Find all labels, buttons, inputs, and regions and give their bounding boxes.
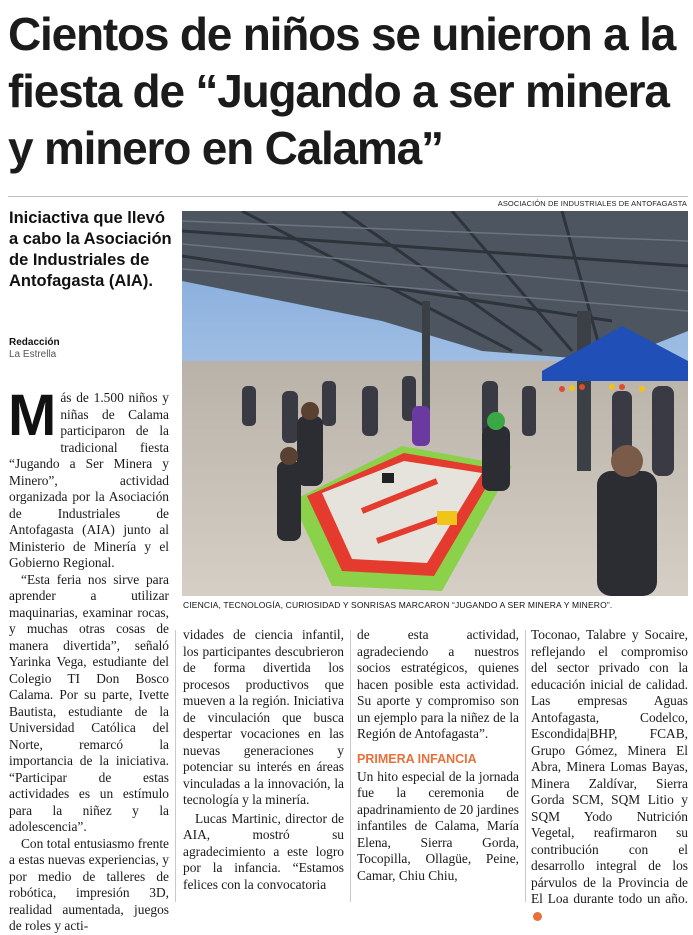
paragraph: Con total entusiasmo frente a estas nuevas experiencias, y por medio de talleres de robótica, impresión 3D, realidad aumentada, juegos de roles y acti- — [9, 835, 169, 933]
paragraph: “Esta feria nos sirve para aprender a utilizar maquinarias, examinar rocas, y muchas otras cosas de manera divertida”, señaló Yarinka Vega, estudiante del Colegio TI Don Bosco Calama. Por su parte, Ivette Bautista, estudiante de la Universidad Católica del Norte, remarcó la importancia de la iniciativa. “Participar de estas actividades es un estímulo para la niñez y la adolescencia”. — [9, 571, 169, 834]
paragraph-text: ás de 1.500 niños y niñas de Calama participaron de la tradicional fiesta “Jugando a Ser Minera y Minero”, actividad organizada por la Asociación de Industriales de Antofagasta (AIA) junto al Ministerio de Minería y el Gobierno Regional. — [9, 390, 169, 570]
paragraph — [8, 383, 169, 572]
end-mark-icon — [533, 912, 542, 921]
subheading: PRIMERA INFANCIA — [357, 751, 477, 766]
paragraph: de esta actividad, agradeciendo a nuestros socios estratégicos, quienes hacen posible esta actividad. Su aporte y compromiso son un ejemplo para la niñez de la Región de Antofagasta”. — [357, 627, 519, 741]
header-divider — [8, 196, 688, 197]
photo-caption: CIENCIA, TECNOLOGÍA, CURIOSIDAD Y SONRISAS MARCARON “JUGANDO A SER MINERA Y MINERO”. — [183, 600, 613, 610]
body-column-4 — [531, 627, 688, 924]
paragraph: Un hito especial de la jornada fue la ceremonia de apadrinamiento de 20 jardines infantiles de Calama, María Elena, Sierra Gorda, Tocopilla, Ollagüe, Peine, Camar, Chiu Chiu, — [357, 768, 519, 883]
column-divider — [525, 630, 526, 902]
byline-source: La Estrella — [9, 349, 57, 360]
body-column-1 — [8, 383, 169, 935]
headline: Cientos de niños se unieron a la fiesta de “Jugando a ser minera y minero en Calama” — [8, 8, 676, 174]
paragraph: Lucas Martinic, director de AIA, mostró su agradecimiento a este logro por la infancia. “Estamos felices con la convocatoria — [183, 810, 344, 892]
paragraph — [531, 627, 688, 924]
body-column-2 — [183, 627, 344, 893]
paragraph: vidades de ciencia infantil, los participantes descubrieron de forma divertida los procesos productivos que mueven a la región. Iniciativa de vinculación que busca despertar vocaciones en las nuevas generaciones y potenciar su interés en áreas vinculadas a la innovación, la tecnología y la minería. — [183, 627, 344, 807]
byline — [9, 337, 60, 360]
photo-credit: ASOCIACIÓN DE INDUSTRIALES DE ANTOFAGASTA — [497, 199, 687, 208]
column-divider — [175, 630, 176, 902]
lead-summary: Iniciactiva que llevó a cabo la Asociación de Industriales de Antofagasta (AIA). — [9, 209, 172, 290]
byline-author: Redacción — [9, 337, 60, 348]
column-divider — [350, 630, 351, 902]
paragraph-text: Toconao, Talabre y Socaire, reflejando el compromiso del sector privado con la educación inicial de calidad. Las empresas Aguas Antofagasta, Codelco, Escondida|BHP, FCAB, Grupo Gómez, Minera El Abra, Minera Lomas Bayas, Minera Zaldívar, Sierra Gorda SCM, SQM Litio y SQM Yodo Nutrición Vegetal, reafirmaron su contribución con el desarrollo integral de los párvulos de la Provincia de El Loa durante todo un año. — [531, 627, 688, 906]
body-column-3 — [357, 627, 519, 884]
drop-cap: M — [8, 383, 57, 448]
event-photo — [182, 211, 688, 596]
